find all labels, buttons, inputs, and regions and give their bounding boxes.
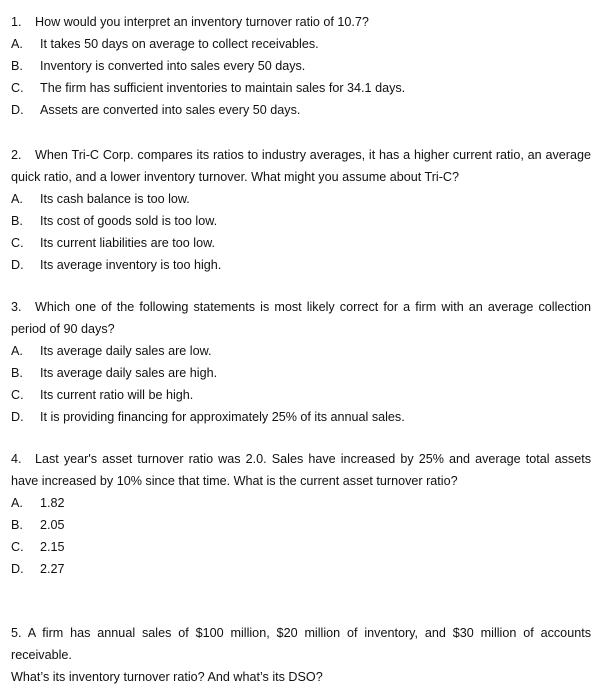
question-3 bbox=[11, 297, 591, 340]
option-text: Its average inventory is too high. bbox=[40, 258, 222, 272]
option-letter: D. bbox=[11, 103, 24, 117]
option-text: Its average daily sales are low. bbox=[40, 344, 212, 358]
option-text: Its current ratio will be high. bbox=[40, 388, 194, 402]
option-letter: C. bbox=[11, 540, 24, 554]
option-text: 2.15 bbox=[40, 540, 65, 554]
option-a bbox=[11, 341, 212, 363]
option-text: It is providing financing for approximately 25% of its annual sales. bbox=[40, 410, 405, 424]
option-letter: D. bbox=[11, 258, 24, 272]
option-a bbox=[11, 493, 65, 515]
option-letter: D. bbox=[11, 410, 24, 424]
question-number: 2. bbox=[11, 148, 22, 162]
option-b bbox=[11, 56, 305, 78]
option-text: Its average daily sales are high. bbox=[40, 366, 218, 380]
option-letter: A. bbox=[11, 496, 23, 510]
option-b bbox=[11, 363, 217, 385]
option-text: Assets are converted into sales every 50 days. bbox=[40, 103, 301, 117]
option-letter: C. bbox=[11, 388, 24, 402]
question-2 bbox=[11, 145, 591, 188]
option-c bbox=[11, 233, 215, 255]
option-letter: A. bbox=[11, 344, 23, 358]
option-d bbox=[11, 559, 65, 581]
option-b bbox=[11, 211, 217, 233]
option-b bbox=[11, 515, 65, 537]
option-text: Its cash balance is too low. bbox=[40, 192, 190, 206]
followup-text: What’s its inventory turnover ratio? And what’s its DSO? bbox=[11, 670, 323, 684]
question-number: 5. bbox=[11, 626, 22, 640]
question-number: 1. bbox=[11, 15, 22, 29]
option-letter: B. bbox=[11, 59, 23, 73]
question-text: Last year's asset turnover ratio was 2.0. Sales have increased by 25% and average total assets have increased by 10% since that time. What is the current asset turnover ratio? bbox=[11, 452, 591, 488]
question-number: 3. bbox=[11, 300, 22, 314]
option-text: Inventory is converted into sales every 50 days. bbox=[40, 59, 306, 73]
question-5 bbox=[11, 623, 591, 666]
option-letter: C. bbox=[11, 81, 24, 95]
question-1 bbox=[11, 12, 369, 34]
option-text: 2.05 bbox=[40, 518, 65, 532]
option-text: 2.27 bbox=[40, 562, 65, 576]
option-a bbox=[11, 189, 190, 211]
option-text: The firm has sufficient inventories to maintain sales for 34.1 days. bbox=[40, 81, 406, 95]
option-c bbox=[11, 78, 405, 100]
option-text: It takes 50 days on average to collect receivables. bbox=[40, 37, 319, 51]
option-letter: D. bbox=[11, 562, 24, 576]
option-text: Its cost of goods sold is too low. bbox=[40, 214, 218, 228]
question-text: When Tri-C Corp. compares its ratios to industry averages, it has a higher current ratio, an average quick ratio, and a lower inventory turnover. What might you assume about Tri-C? bbox=[11, 148, 591, 184]
option-letter: B. bbox=[11, 214, 23, 228]
option-text: Its current liabilities are too low. bbox=[40, 236, 215, 250]
option-text: 1.82 bbox=[40, 496, 65, 510]
option-d bbox=[11, 407, 405, 429]
question-text: How would you interpret an inventory turnover ratio of 10.7? bbox=[35, 15, 369, 29]
question-text: Which one of the following statements is most likely correct for a firm with an average collection period of 90 days? bbox=[11, 300, 591, 336]
option-d bbox=[11, 100, 300, 122]
question-number: 4. bbox=[11, 452, 22, 466]
option-c bbox=[11, 537, 65, 559]
option-a bbox=[11, 34, 319, 56]
question-text: A firm has annual sales of $100 million, $20 million of inventory, and $30 million of accounts receivable. bbox=[11, 626, 591, 662]
option-letter: B. bbox=[11, 366, 23, 380]
question-4 bbox=[11, 449, 591, 492]
option-letter: A. bbox=[11, 37, 23, 51]
option-letter: C. bbox=[11, 236, 24, 250]
option-d bbox=[11, 255, 221, 277]
option-letter: B. bbox=[11, 518, 23, 532]
option-letter: A. bbox=[11, 192, 23, 206]
question-5-followup bbox=[11, 667, 323, 689]
option-c bbox=[11, 385, 193, 407]
